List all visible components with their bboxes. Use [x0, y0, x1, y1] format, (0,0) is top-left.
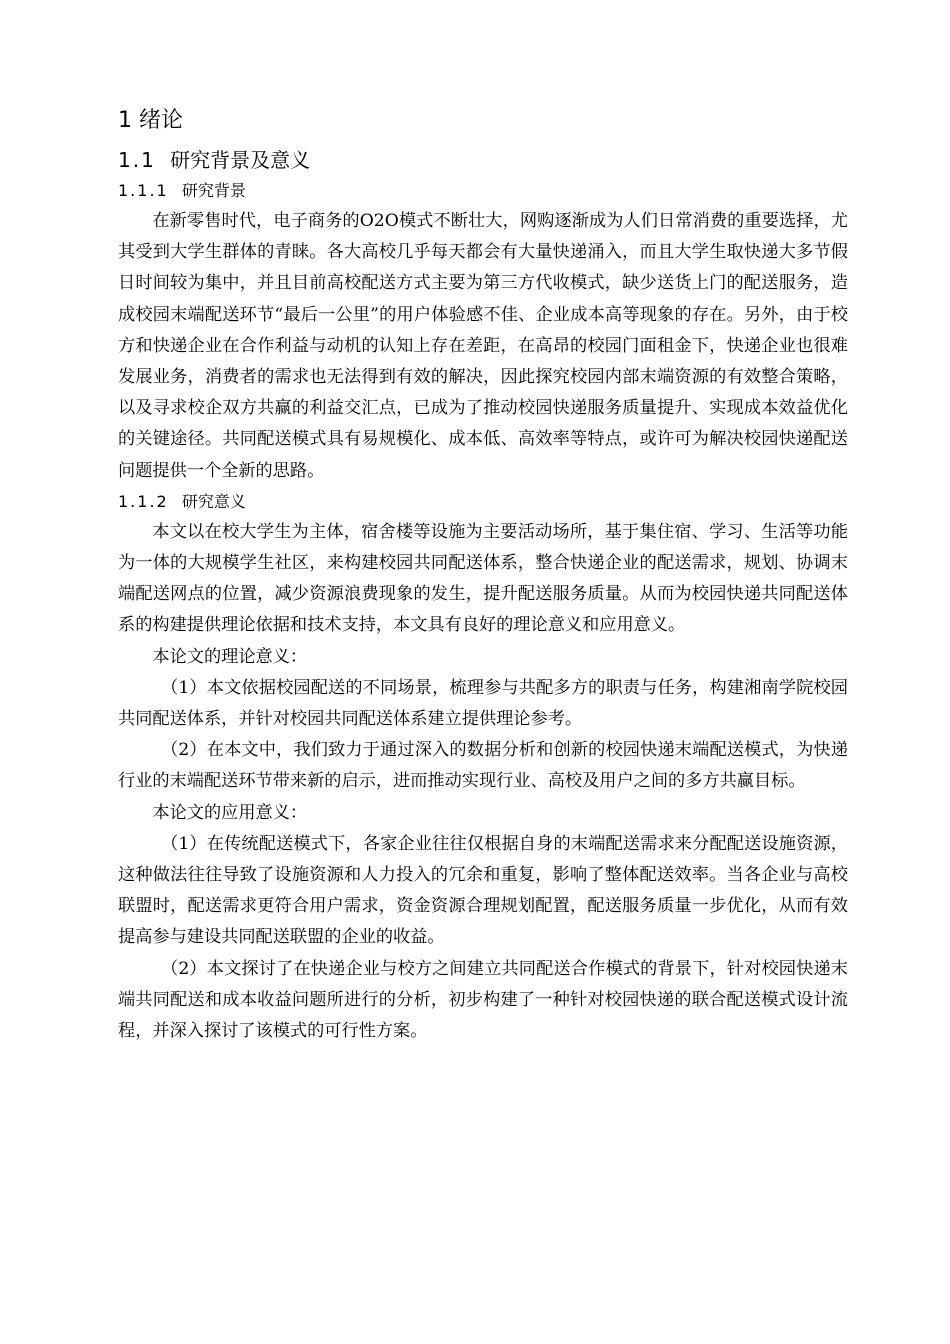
theory-item: （1）本文依据校园配送的不同场景，梳理参与共配多方的职责与任务，构建湘南学院校园共同配送体系，并针对校园共同配送体系建立提供理论参考。	[118, 677, 848, 730]
subsection-title-background: 研究背景	[181, 181, 246, 200]
page-content	[118, 106, 848, 1047]
significance-paragraph: 本文以在校大学生为主体，宿舍楼等设施为主要活动场所，基于集住宿、学习、生活等功能为一体的大规模学生社区，来构建校园共同配送体系，整合快递企业的配送需求，规划、协调末端配送网点的位置，减少资源浪费现象的发生，提升配送服务质量。从而为校园快递共同配送体系的构建提供理论依据和技术支持，本文具有良好的理论意义和应用意义。	[118, 521, 848, 636]
chapter-heading	[118, 106, 848, 136]
section-number: 1.1	[118, 148, 156, 172]
subsection-heading-significance	[118, 489, 848, 515]
theory-heading: 本论文的理论意义：	[152, 646, 308, 667]
subsection-number-significance: 1.1.2	[118, 491, 169, 511]
subsection-number-background: 1.1.1	[118, 181, 169, 200]
theory-item: （2）在本文中，我们致力于通过深入的数据分析和创新的校园快递末端配送模式，为快递行业的末端配送环节带来新的启示，进而推动实现行业、高校及用户之间的多方共赢目标。	[118, 740, 848, 792]
chapter-title: 绪论	[139, 108, 184, 133]
chapter-number: 1	[118, 108, 132, 133]
application-item: （1）在传统配送模式下，各家企业往往仅根据自身的末端配送需求来分配配送设施资源，这种做法往往导致了设施资源和人力投入的冗余和重复，影响了整体配送效率。当各企业与高校联盟时，配送需求更符合用户需求，资金资源合理规划配置，配送服务质量一步优化，从而有效提高参与建设共同配送联盟的企业的收益。	[118, 833, 848, 948]
section-title: 研究背景及意义	[170, 148, 311, 172]
application-heading: 本论文的应用意义：	[152, 802, 308, 823]
background-paragraph: 在新零售时代，电子商务的O2O模式不断壮大，网购逐渐成为人们日常消费的重要选择，尤其受到大学生群体的青睐。各大高校几乎每天都会有大量快递涌入，而且大学生取快递大多节假日时间较为集中，并且目前高校配送方式主要为第三方代收模式，缺少送货上门的配送服务，造成校园末端配送环节“最后一公里”的用户体验感不佳、企业成本高等现象的存在。另外，由于校方和快递企业在合作利益与动机的认知上存在差距，在高昂的校园门面租金下，快递企业也很难发展业务，消费者的需求也无法得到有效的解决，因此探究校园内部末端资源的有效整合策略，以及寻求校企双方共赢的利益交汇点，已成为了推动校园快递服务质量提升、实现成本效益优化的关键途径。共同配送模式具有易规模化、成本低、高效率等特点，或许可为解决校园快递配送问题提供一个全新的思路。	[118, 211, 848, 481]
section-heading	[118, 146, 848, 174]
subsection-title-significance: 研究意义	[181, 491, 246, 511]
subsection-heading-background	[118, 178, 848, 204]
application-item: （2）本文探讨了在快递企业与校方之间建立共同配送合作模式的背景下，针对校园快递末端共同配送和成本收益问题所进行的分析，初步构建了一种针对校园快递的联合配送模式设计流程，并深入探讨了该模式的可行性方案。	[118, 958, 848, 1042]
